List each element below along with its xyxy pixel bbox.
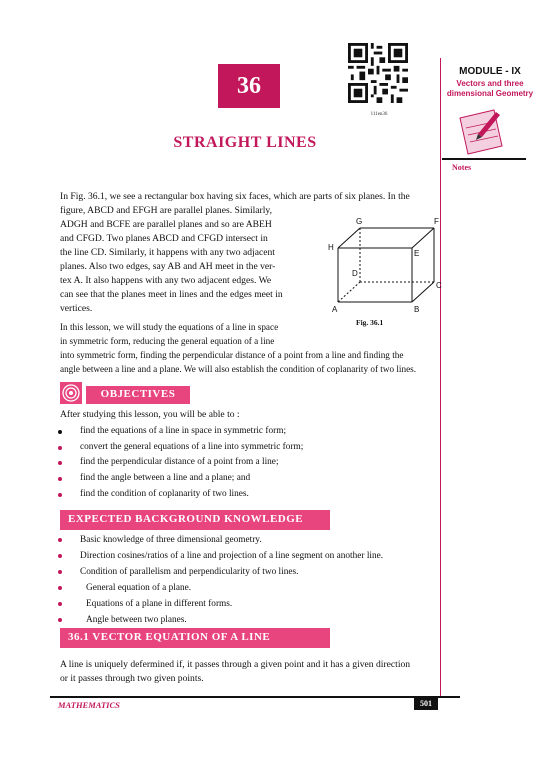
lesson-paragraph-wide (60, 348, 446, 376)
vertex-label-f: F (434, 217, 439, 226)
list-item-text: find the perpendicular distance of a point from a line; (80, 457, 279, 468)
section-line: A line is uniquely defermined if, it passes through a given point and it has a given direction (60, 659, 411, 670)
chapter-number: 36 (237, 72, 261, 99)
bullet-icon (58, 461, 62, 465)
list-item (56, 532, 436, 548)
list-item-text: Equations of a plane in different forms. (86, 599, 233, 609)
list-item-text: Condition of parallelism and perpendicularity of two lines. (80, 567, 299, 577)
list-item-text: Basic knowledge of three dimensional geometry. (80, 535, 262, 545)
bullet-icon (58, 538, 62, 542)
qr-code-icon (348, 42, 408, 104)
vertex-label-d: D (352, 269, 358, 278)
list-item (56, 548, 436, 564)
target-icon (60, 382, 82, 404)
list-item (56, 440, 436, 456)
section-heading: 36.1 VECTOR EQUATION OF A LINE (60, 628, 330, 648)
notes-label: Notes (452, 163, 472, 172)
bullet-icon (58, 477, 62, 481)
chapter-number-box (218, 64, 280, 108)
intro-line: can see that the planes meet in lines and the edges meet in (60, 289, 283, 300)
list-item-text: Angle between two planes. (86, 615, 187, 625)
intro-line: ADGH and BCFE are parallel planes and so are ABEH (60, 219, 272, 230)
background-heading: EXPECTED BACKGROUND KNOWLEDGE (60, 510, 330, 530)
bullet-icon (58, 493, 62, 497)
intro-line: and CFGD. Two planes ABCD and CFGD intersect in (60, 233, 268, 244)
intro-first-line: In Fig. 36.1, we see a rectangular box having six faces, which are parts of six planes. In the (60, 191, 410, 202)
objectives-list (56, 424, 436, 502)
intro-line: vertices. (60, 303, 93, 314)
rectangular-box-figure (310, 212, 442, 330)
intro-line: the line CD. Similarly, it happens with any two adjacent (60, 247, 275, 258)
footer-rule (50, 696, 460, 698)
list-item (56, 580, 436, 596)
list-item (56, 487, 436, 503)
vertex-label-a: A (332, 305, 338, 314)
page-number-text: 501 (420, 699, 432, 708)
intro-line: planes. Also two edges, say AB and AH meet in the ver- (60, 261, 276, 272)
notes-rule (442, 158, 526, 160)
objectives-intro: After studying this lesson, you will be able to : (60, 409, 240, 420)
bullet-icon (58, 554, 62, 558)
vertex-label-b: B (414, 305, 420, 314)
list-item-text: Direction cosines/ratios of a line and projection of a line segment on another line. (80, 551, 384, 561)
objectives-heading: OBJECTIVES (86, 386, 190, 404)
section-line: or it passes through two given points. (60, 673, 204, 684)
footer-subject: MATHEMATICS (58, 700, 120, 710)
vertex-label-g: G (356, 217, 363, 226)
background-list (56, 532, 436, 628)
section-paragraph (60, 658, 444, 686)
list-item (56, 471, 436, 487)
module-subtitle (438, 79, 542, 99)
list-item-text: convert the general equations of a line into symmetric form; (80, 441, 304, 452)
lesson-line: in symmetric form, reducing the general equation of a line (60, 336, 275, 346)
bullet-icon (58, 586, 62, 590)
list-item-text: find the condition of coplanarity of two lines. (80, 488, 249, 499)
list-item-text: find the equations of a line in space in symmetric form; (80, 426, 287, 436)
lesson-paragraph (60, 320, 300, 348)
margin-divider (440, 58, 441, 698)
list-item (56, 564, 436, 580)
intro-line: tex A. It also happens with any two adjacent edges. We (60, 275, 272, 286)
list-item-text: find the angle between a line and a plane; and (80, 473, 251, 484)
notebook-pen-icon (450, 104, 510, 158)
list-item (56, 596, 436, 612)
intro-paragraph (60, 204, 292, 316)
intro-line: figure, ABCD and EFGH are parallel planes. Similarly, (60, 205, 272, 216)
page-number (414, 697, 438, 710)
list-item (56, 455, 436, 471)
qr-caption: 111en36 (370, 112, 388, 117)
bullet-icon (58, 618, 62, 622)
bullet-icon (58, 602, 62, 606)
lesson-line: into symmetric form, finding the perpendicular distance of a point from a line and finding the (60, 350, 404, 360)
figure-caption: Fig. 36.1 (356, 318, 384, 327)
vertex-label-h: H (328, 243, 334, 252)
module-subtitle-line: Vectors and three (456, 79, 524, 88)
module-title: MODULE - IX (459, 66, 521, 77)
list-item-text: General equation of a plane. (86, 583, 192, 593)
list-item (56, 424, 436, 440)
bullet-icon (58, 430, 62, 434)
list-item (56, 612, 436, 628)
bullet-icon (58, 446, 62, 450)
vertex-label-e: E (414, 249, 420, 258)
chapter-title: STRAIGHT LINES (173, 134, 317, 151)
lesson-line: angle between a line and a plane. We will also establish the condition of coplanarity of two lines. (60, 364, 417, 374)
bullet-icon (58, 570, 62, 574)
lesson-line: In this lesson, we will study the equations of a line in space (60, 322, 279, 332)
module-subtitle-line: dimensional Geometry (446, 89, 534, 98)
vertex-label-c: C (436, 281, 442, 290)
